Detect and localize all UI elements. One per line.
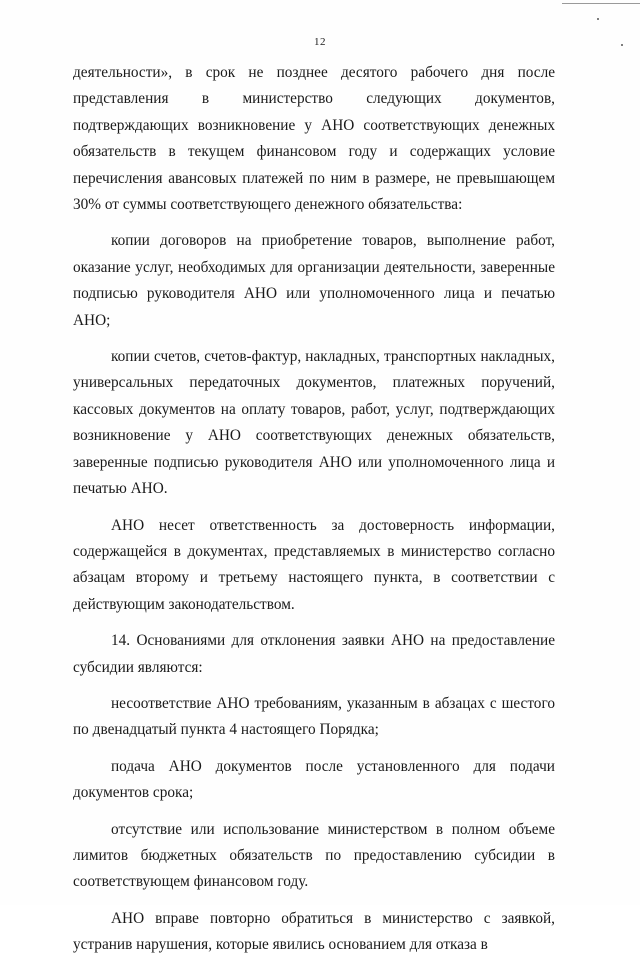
page-number: 12	[314, 36, 326, 48]
paragraph-contracts: копии договоров на приобретение товаров, выполнение работ, оказание услуг, необходимых для организации деятельности, заверенные подписью руководителя АНО или уполномоченного лица и печатью АНО;	[73, 232, 555, 329]
paragraph-reapply: АНО вправе повторно обратиться в министерство с заявкой, устранив нарушения, которые явились основанием для отказа в	[73, 909, 555, 954]
paragraph-late-submission: подача АНО документов после установленного для подачи документов срока;	[73, 757, 555, 802]
paragraph-item-14: 14. Основаниями для отклонения заявки АНО на предоставление субсидии являются:	[73, 632, 555, 676]
paragraph-nonconformity: несоответствие АНО требованиям, указанным в абзацах с шестого по двенадцатый пункта 4 настоящего Порядка;	[73, 694, 555, 739]
scan-edge-line	[562, 3, 640, 4]
paragraph-continuation: деятельности», в срок не позднее десятого рабочего дня после представления в министерство следующих документов, подтверждающих возникновение у АНО соответствующих денежных обязательств в текущем финансовом году и содержащих условие перечисления авансовых платежей по ним в размере, не превышающем 30% от суммы соответствующего денежного обязательства:	[73, 64, 555, 214]
paragraph-invoices: копии счетов, счетов-фактур, накладных, транспортных накладных, универсальных передаточных документов, платежных поручений, кассовых документов на оплату товаров, работ, услуг, подтверждающих возникновение у АНО соответствующих денежных обязательств, заверенные подписью руководителя АНО или уполномоченного лица и печатью АНО.	[73, 348, 555, 498]
paragraph-limits: отсутствие или использование министерством в полном объеме лимитов бюджетных обязательств по предоставлению субсидии в соответствующем финансовом году.	[73, 820, 555, 891]
document-body	[73, 60, 555, 959]
scan-speck	[597, 18, 599, 20]
paragraph-responsibility: АНО несет ответственность за достоверность информации, содержащейся в документах, представляемых в министерство согласно абзацам второму и третьему настоящего пункта, в соответствии с действующим законодательством.	[73, 516, 555, 613]
